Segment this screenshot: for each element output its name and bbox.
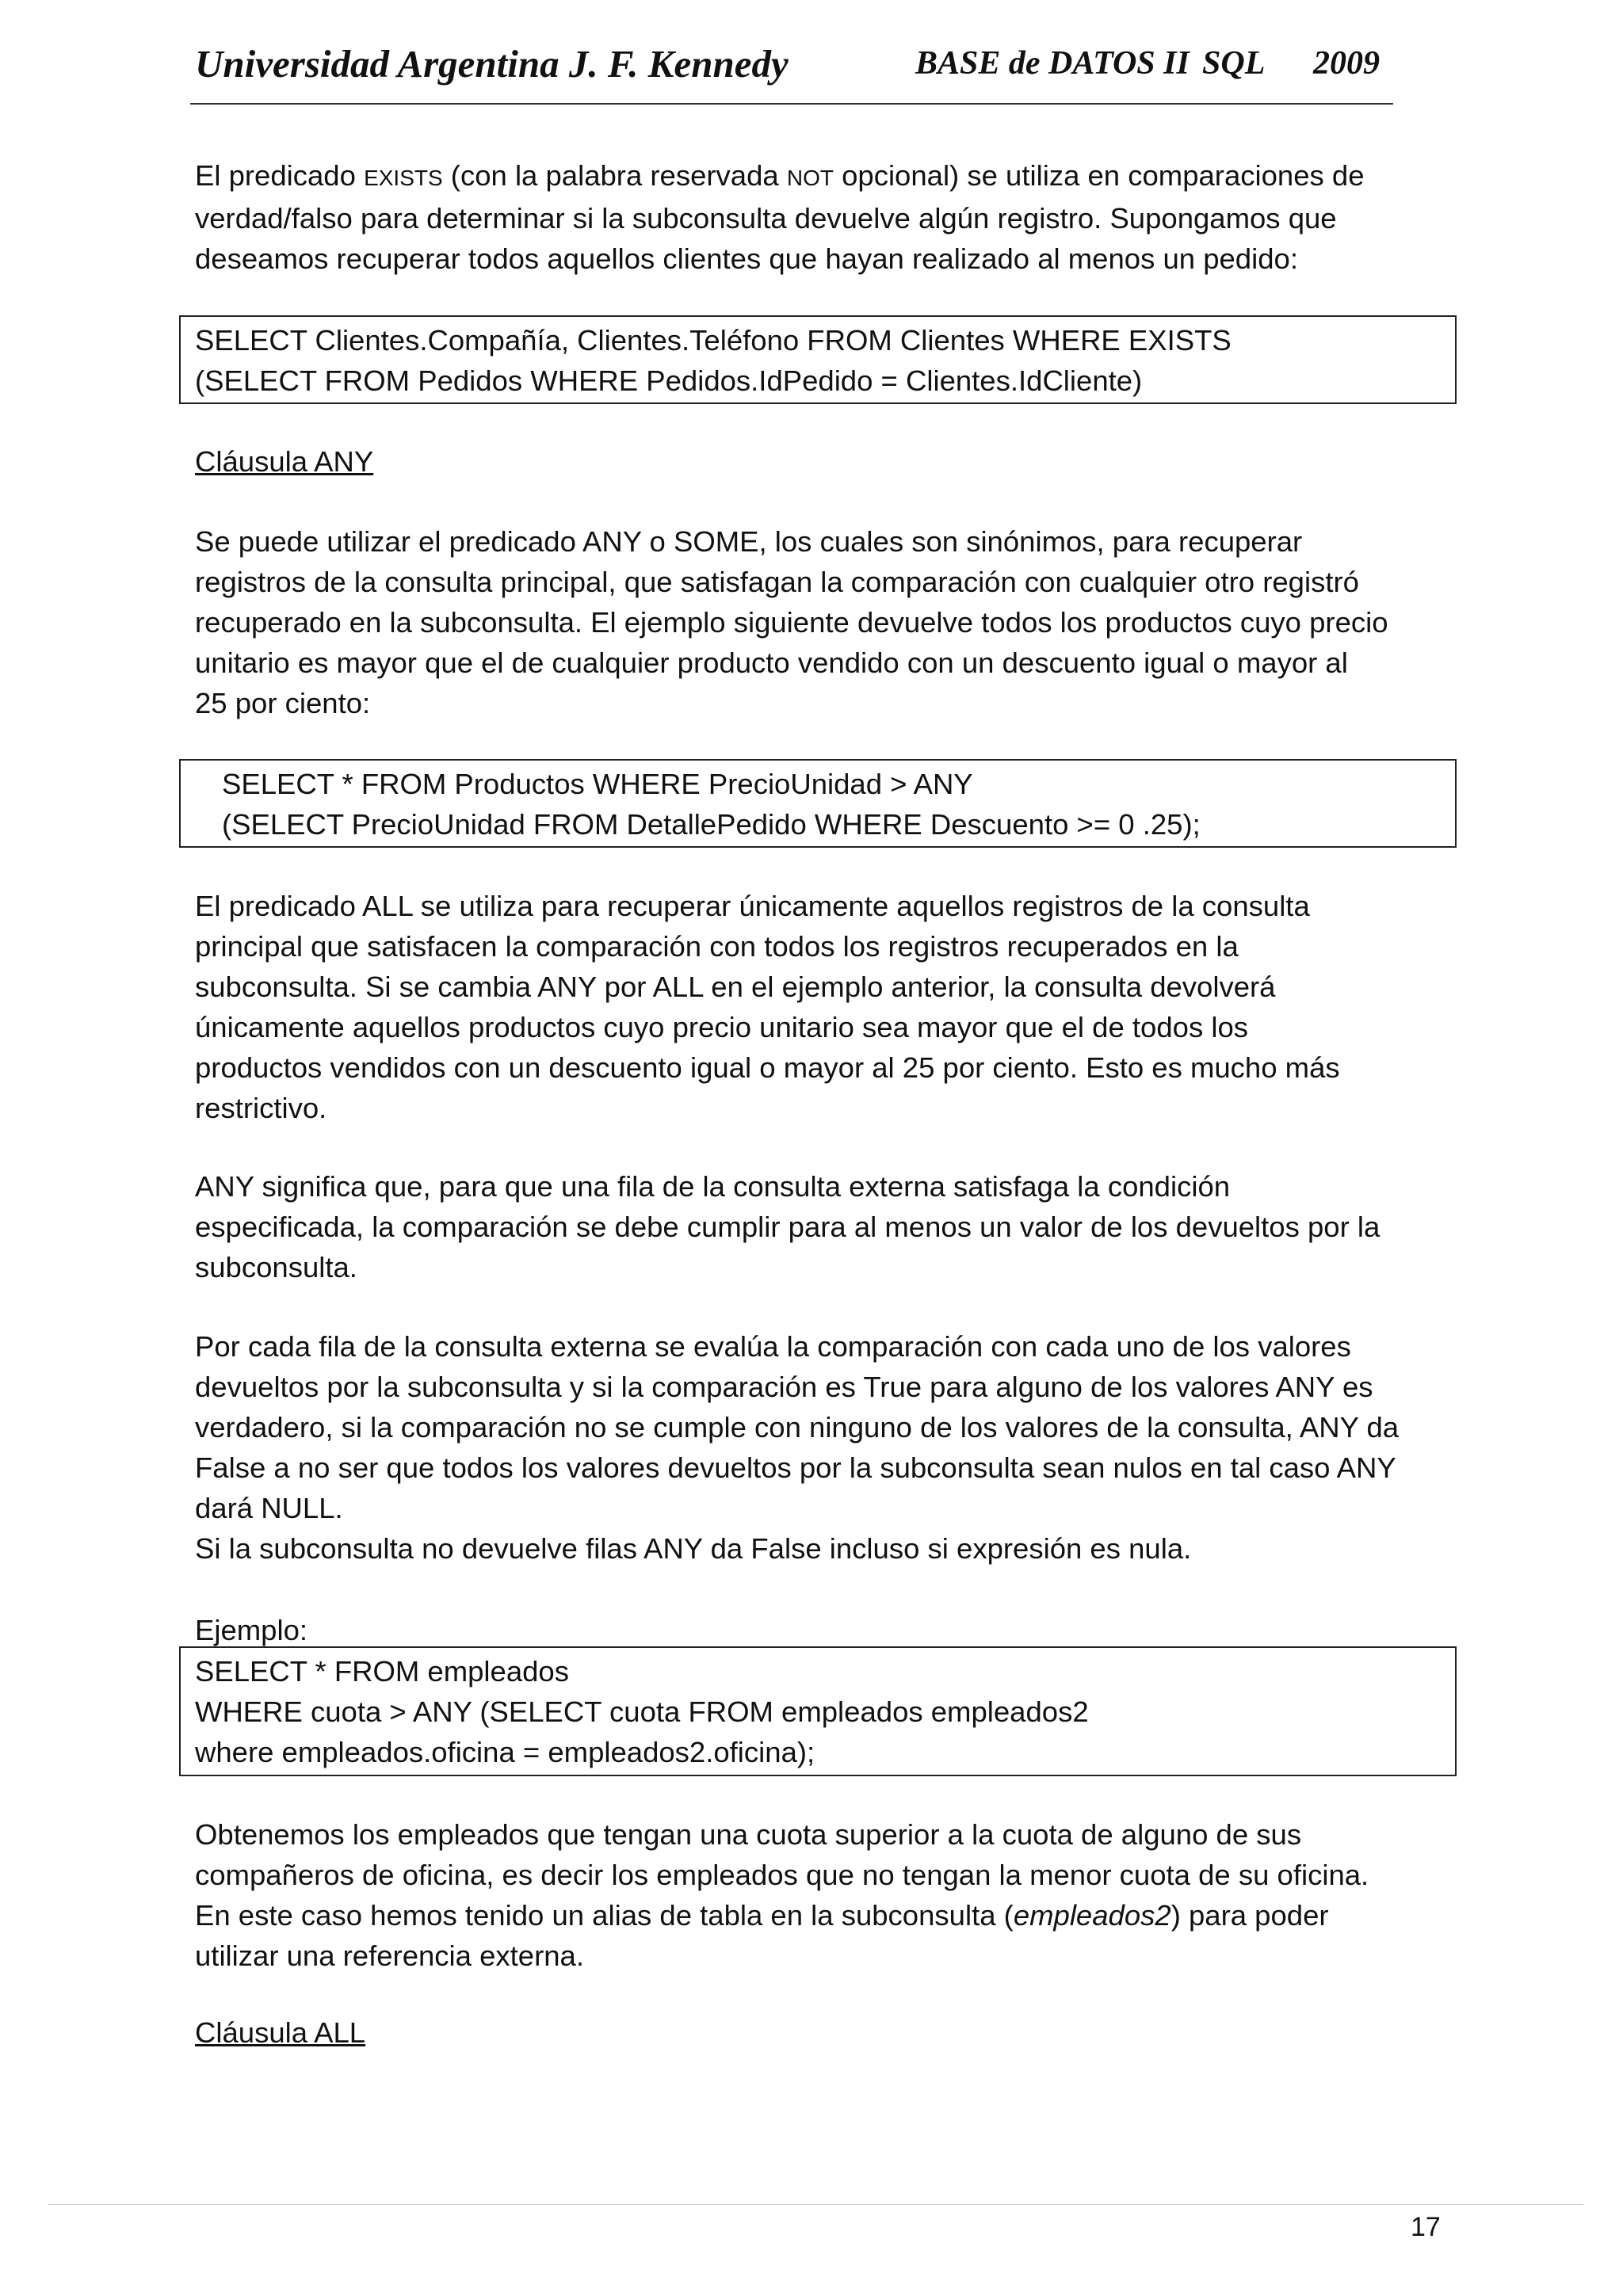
heading-clausula-any: Cláusula ANY — [195, 445, 374, 478]
alias-empleados2: empleados2 — [1013, 1899, 1171, 1932]
keyword-exists: EXISTS — [364, 166, 443, 190]
code-line: WHERE cuota > ANY (SELECT cuota FROM empleados empleados2 — [195, 1695, 1089, 1728]
paragraph-exists: El predicado EXISTS (con la palabra reservada NOT opcional) se utiliza en comparaciones de verdad/falso para determinar si la subconsulta devuelve algún registro. Supongamos que deseamos recuperar todos aquellos clientes que hayan realizado al menos un pedido: — [195, 159, 1365, 275]
paragraph-all-predicate: El predicado ALL se utiliza para recuperar únicamente aquellos registros de la consulta principal que satisfacen la comparación con todos los registros recuperados en la subconsulta. Si se cambia ANY por ALL en el ejemplo anterior, la consulta devolverá únicamente aquellos productos cuyo precio unitario sea mayor que el de todos los productos vendidos con un descuento igual o mayor al 25 por ciento. Esto es mucho más restrictivo. — [195, 890, 1340, 1124]
heading-clausula-all: Cláusula ALL — [195, 2016, 366, 2049]
header-university: Universidad Argentina J. F. Kennedy — [195, 42, 789, 86]
code-line: SELECT * FROM empleados — [195, 1655, 569, 1688]
header-course: BASE de DATOS II — [915, 45, 1190, 82]
paragraph-example-explanation: Obtenemos los empleados que tengan una cuota superior a la cuota de alguno de sus compañeros de oficina, es decir los empleados que no tengan la menor cuota de su oficina. En este caso hemos tenido un alias de tabla en la subconsulta (empleados2) para poder utilizar una referencia externa. — [195, 1818, 1369, 1972]
footer-divider — [48, 2204, 1583, 2205]
code-box-exists — [179, 315, 1457, 404]
paragraph-any-intro: Se puede utilizar el predicado ANY o SOME, los cuales son sinónimos, para recuperar registros de la consulta principal, que satisfagan la comparación con cualquier otro registró recuperado en la subconsulta. El ejemplo siguiente devuelve todos los productos cuyo precio unitario es mayor que el de cualquier producto vendido con un descuento igual o mayor al 25 por ciento: — [195, 525, 1388, 719]
code-line: (SELECT PrecioUnidad FROM DetallePedido WHERE Descuento >= 0 .25); — [222, 808, 1201, 841]
code-line: SELECT Clientes.Compañía, Clientes.Teléfono FROM Clientes WHERE EXISTS — [195, 324, 1232, 357]
code-line: where empleados.oficina = empleados2.oficina); — [195, 1736, 815, 1768]
page-header — [190, 38, 1393, 105]
header-year: 2009 — [1313, 45, 1380, 82]
page-number: 17 — [1411, 2212, 1441, 2242]
keyword-not: NOT — [786, 166, 834, 190]
code-line: (SELECT FROM Pedidos WHERE Pedidos.IdPedido = Clientes.IdCliente) — [195, 364, 1143, 397]
code-line: SELECT * FROM Productos WHERE PrecioUnidad > ANY — [222, 768, 973, 800]
code-box-example — [179, 1646, 1457, 1776]
example-label: Ejemplo: — [195, 1614, 308, 1646]
code-box-any — [179, 759, 1457, 848]
paragraph-any-evaluation: Por cada fila de la consulta externa se evalúa la comparación con cada uno de los valores devueltos por la subconsulta y si la comparación es True para alguno de los valores ANY es verdadero, si la comparación no se cumple con ninguno de los valores de la consulta, ANY da False a no ser que todos los valores devueltos por la subconsulta sean nulos en tal caso ANY dará NULL. Si la subconsulta no devuelve filas ANY da False incluso si expresión es nula. — [195, 1330, 1400, 1565]
header-topic: SQL — [1202, 45, 1266, 82]
paragraph-any-meaning: ANY significa que, para que una fila de la consulta externa satisfaga la condición especificada, la comparación se debe cumplir para al menos un valor de los devueltos por la subconsulta. — [195, 1170, 1381, 1283]
